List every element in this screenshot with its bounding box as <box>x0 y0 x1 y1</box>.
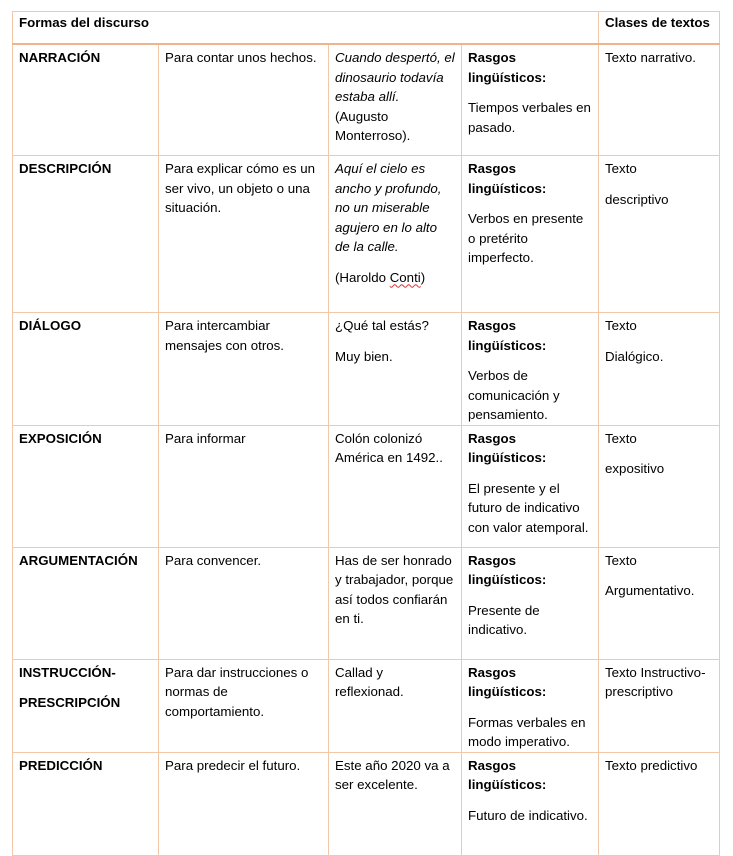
example-cell <box>329 313 462 426</box>
traits-label: Rasgos lingüísticos: <box>468 50 547 85</box>
class-text: Texto Instructivo-prescriptivo <box>605 664 706 699</box>
form-name: NARRACIÓN <box>19 50 101 65</box>
purpose-text: Para dar instrucciones o normas de comportamiento. <box>165 664 309 719</box>
form-cell <box>13 313 159 426</box>
example-cell <box>329 425 462 547</box>
example-cell <box>329 752 462 855</box>
class-text-2: expositivo <box>605 461 665 476</box>
purpose-cell <box>159 313 329 426</box>
class-text-2: Dialógico. <box>605 348 664 364</box>
traits-label: Rasgos lingüísticos: <box>468 318 547 353</box>
traits-cell <box>462 659 599 752</box>
class-cell <box>599 313 720 426</box>
traits-text: Futuro de indicativo. <box>468 807 588 823</box>
traits-cell <box>462 425 599 547</box>
example-note-prefix: (Haroldo <box>335 269 390 285</box>
header-classes-label: Clases de textos <box>605 15 710 30</box>
form-name-2: PRESCRIPCIÓN <box>19 695 121 710</box>
form-name: PREDICCIÓN <box>19 757 103 773</box>
table-row <box>13 156 720 313</box>
example-note-suffix: ) <box>420 269 426 285</box>
header-forms-label: Formas del discurso <box>19 15 150 30</box>
form-cell <box>13 425 159 547</box>
example-cell <box>329 659 462 752</box>
class-text-2: Argumentativo. <box>605 583 695 598</box>
form-name: ARGUMENTACIÓN <box>19 552 138 568</box>
traits-label: Rasgos lingüísticos: <box>468 552 547 587</box>
class-cell <box>599 425 720 547</box>
form-name: EXPOSICIÓN <box>19 430 102 446</box>
example-note: (Augusto Monterroso). <box>335 108 411 143</box>
example-text: Colón colonizó América en 1492.. <box>335 430 443 465</box>
example-cell <box>329 547 462 659</box>
table-row <box>13 659 720 752</box>
traits-text: El presente y el futuro de indicativo con valor atemporal. <box>468 480 589 535</box>
purpose-text: Para convencer. <box>165 552 262 568</box>
purpose-cell <box>159 156 329 313</box>
class-text: Texto <box>605 161 637 176</box>
form-cell <box>13 44 159 156</box>
form-cell <box>13 156 159 313</box>
example-text: Callad y reflexionad. <box>335 664 404 699</box>
example-cell <box>329 44 462 156</box>
class-text-2: descriptivo <box>605 191 669 207</box>
traits-text: Tiempos verbales en pasado. <box>468 100 591 135</box>
traits-cell <box>462 313 599 426</box>
class-text: Texto <box>605 318 637 333</box>
form-cell <box>13 659 159 752</box>
traits-cell <box>462 547 599 659</box>
example-cell <box>329 156 462 313</box>
traits-label: Rasgos lingüísticos: <box>468 161 547 196</box>
class-text: Texto narrativo. <box>605 50 696 65</box>
form-name: DIÁLOGO <box>19 318 82 333</box>
purpose-text: Para contar unos hechos. <box>165 50 317 65</box>
example-text: Aquí el cielo es ancho y profundo, no un miserable agujero en lo alto de la calle. <box>335 161 442 254</box>
purpose-cell <box>159 659 329 752</box>
form-name: INSTRUCCIÓN- <box>19 664 116 680</box>
form-cell <box>13 752 159 855</box>
traits-cell <box>462 156 599 313</box>
class-text: Texto <box>605 552 637 568</box>
class-cell <box>599 156 720 313</box>
table-row <box>13 313 720 426</box>
class-cell <box>599 752 720 855</box>
traits-text: Presente de indicativo. <box>468 602 540 637</box>
purpose-cell <box>159 425 329 547</box>
purpose-text: Para predecir el futuro. <box>165 757 301 773</box>
header-classes-cell <box>599 12 720 45</box>
traits-text: Verbos en presente o pretérito imperfecto. <box>468 211 584 265</box>
class-cell <box>599 44 720 156</box>
header-forms-cell <box>13 12 599 45</box>
example-text: Has de ser honrado y trabajador, porque así todos confiarán en ti. <box>335 552 454 626</box>
class-text: Texto <box>605 430 637 446</box>
class-cell <box>599 659 720 752</box>
purpose-cell <box>159 547 329 659</box>
discourse-forms-table <box>12 11 720 856</box>
purpose-cell <box>159 44 329 156</box>
traits-label: Rasgos lingüísticos: <box>468 430 547 465</box>
form-name: DESCRIPCIÓN <box>19 161 112 176</box>
traits-text: Verbos de comunicación y pensamiento. <box>468 368 560 422</box>
traits-cell <box>462 44 599 156</box>
traits-label: Rasgos lingüísticos: <box>468 664 547 699</box>
table-row <box>13 547 720 659</box>
class-text: Texto predictivo <box>605 757 698 773</box>
example-note <box>335 268 455 288</box>
purpose-text: Para informar <box>165 430 246 446</box>
purpose-text: Para intercambiar mensajes con otros. <box>165 318 284 353</box>
table-row <box>13 425 720 547</box>
example-text: Este año 2020 va a ser excelente. <box>335 757 450 792</box>
table-header-row <box>13 12 720 45</box>
table-row <box>13 752 720 855</box>
traits-text: Formas verbales en modo imperativo. <box>468 714 586 749</box>
class-cell <box>599 547 720 659</box>
example-text: ¿Qué tal estás? <box>335 318 429 333</box>
example-note-author: Conti <box>389 269 421 285</box>
traits-cell <box>462 752 599 855</box>
example-text: Cuando despertó, el dinosaurio todavía estaba allí. <box>335 50 455 104</box>
purpose-cell <box>159 752 329 855</box>
purpose-text: Para explicar cómo es un ser vivo, un objeto o una situación. <box>165 161 316 215</box>
example-note: Muy bien. <box>335 348 393 364</box>
table-row <box>13 44 720 156</box>
form-cell <box>13 547 159 659</box>
traits-label: Rasgos lingüísticos: <box>468 757 547 792</box>
